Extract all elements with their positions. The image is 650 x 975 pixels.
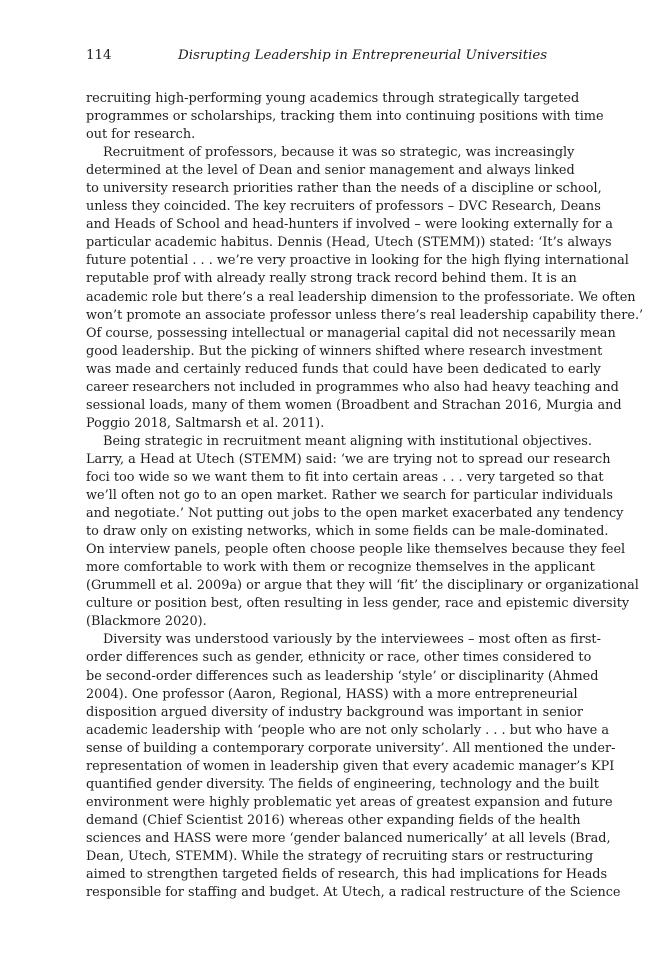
text-line: programmes or scholarships, tracking them into continuing positions with time — [86, 109, 604, 125]
text-line: recruiting high-performing young academics through strategically targeted — [86, 91, 580, 106]
text-line: Larry, a Head at Utech (STEMM) said: ‘we are trying not to spread our research — [86, 451, 611, 467]
paragraph — [86, 433, 639, 632]
text-line: Of course, possessing intellectual or managerial capital did not necessarily mean — [86, 325, 616, 341]
text-line: particular academic habitus. Dennis (Head, Utech (STEMM)) stated: ‘It’s always — [86, 235, 612, 251]
text-line: Diversity was understood variously by the interviewees – most often as first- — [103, 632, 601, 648]
text-line: (Blackmore 2020). — [86, 614, 207, 630]
text-line: to university research priorities rather than the needs of a discipline or school, — [86, 181, 602, 197]
text-line: Recruitment of professors, because it was so strategic, was increasingly — [103, 145, 575, 161]
text-line: good leadership. But the picking of winners shifted where research investment — [86, 343, 603, 359]
text-line: and Heads of School and head-hunters if involved – were looking externally for a — [86, 217, 613, 233]
text-line: sessional loads, many of them women (Broadbent and Strachan 2016, Murgia and — [86, 397, 622, 413]
text-line: 2004). One professor (Aaron, Regional, HASS) with a more entrepreneurial — [86, 686, 578, 702]
paragraph — [86, 144, 644, 433]
text-line: culture or position best, often resulting in less gender, race and epistemic diversity — [86, 596, 630, 612]
text-line: future potential . . . we’re very proactive in looking for the high flying international — [86, 253, 629, 269]
text-line: we’ll often not go to an open market. Rather we search for particular individuals — [86, 488, 613, 504]
text-line: to draw only on existing networks, which in some fields can be male-dominated. — [86, 524, 609, 540]
text-line: Being strategic in recruitment meant aligning with institutional objectives. — [103, 433, 592, 449]
running-header — [86, 46, 564, 66]
page-number: 114 — [86, 48, 112, 63]
text-line: foci too wide so we want them to fit into certain areas . . . very targeted so that — [86, 469, 604, 485]
text-line: reputable prof with already really strong track record behind them. It is an — [86, 271, 577, 287]
paragraph — [86, 90, 604, 144]
text-line: representation of women in leadership given that every academic manager’s KPI — [86, 758, 615, 774]
text-line: more comfortable to work with them or recognize themselves in the applicant — [86, 560, 595, 576]
text-line: out for research. — [86, 127, 196, 143]
text-line: won’t promote an associate professor unless there’s real leadership capability there.’ — [86, 307, 644, 323]
text-line: aimed to strengthen targeted fields of research, this had implications for Heads — [86, 867, 608, 883]
running-title: Disrupting Leadership in Entrepreneurial Universities — [178, 48, 548, 63]
text-line: environment were highly problematic yet areas of greatest expansion and future — [86, 794, 613, 810]
text-line: Dean, Utech, STEMM). While the strategy of recruiting stars or restructuring — [86, 848, 594, 864]
text-line: sciences and HASS were more ‘gender balanced numerically’ at all levels (Brad, — [86, 830, 611, 846]
text-line: be second-order differences such as leadership ‘style’ or disciplinarity (Ahmed — [86, 668, 599, 684]
text-line: career researchers not included in programmes who also had heavy teaching and — [86, 379, 619, 395]
text-line: academic leadership with ‘people who are not only scholarly . . . but who have a — [86, 722, 610, 738]
text-line: responsible for staffing and budget. At Utech, a radical restructure of the Science — [86, 885, 621, 901]
text-line: unless they coincided. The key recruiters of professors – DVC Research, Deans — [86, 199, 601, 215]
text-line: order differences such as gender, ethnicity or race, other times considered to — [86, 650, 592, 666]
text-line: determined at the level of Dean and senior management and always linked — [86, 163, 575, 179]
text-line: (Grummell et al. 2009a) or argue that they will ‘fit’ the disciplinary or organizational — [86, 578, 639, 594]
text-line: was made and certainly reduced funds that could have been dedicated to early — [86, 361, 601, 377]
text-line: and negotiate.’ Not putting out jobs to the open market exacerbated any tendency — [86, 506, 624, 522]
text-line: Poggio 2018, Saltmarsh et al. 2011). — [86, 415, 325, 431]
text-line: On interview panels, people often choose people like themselves because they feel — [86, 542, 626, 558]
body-text — [86, 90, 644, 902]
text-line: disposition argued diversity of industry background was important in senior — [86, 704, 584, 720]
text-line: quantified gender diversity. The fields of engineering, technology and the built — [86, 776, 599, 792]
text-line: sense of building a contemporary corporate university’. All mentioned the under- — [86, 740, 616, 756]
text-line: academic role but there’s a real leadership dimension to the professoriate. We often — [86, 289, 636, 305]
text-line: demand (Chief Scientist 2016) whereas other expanding fields of the health — [86, 812, 581, 828]
paragraph — [86, 631, 621, 902]
